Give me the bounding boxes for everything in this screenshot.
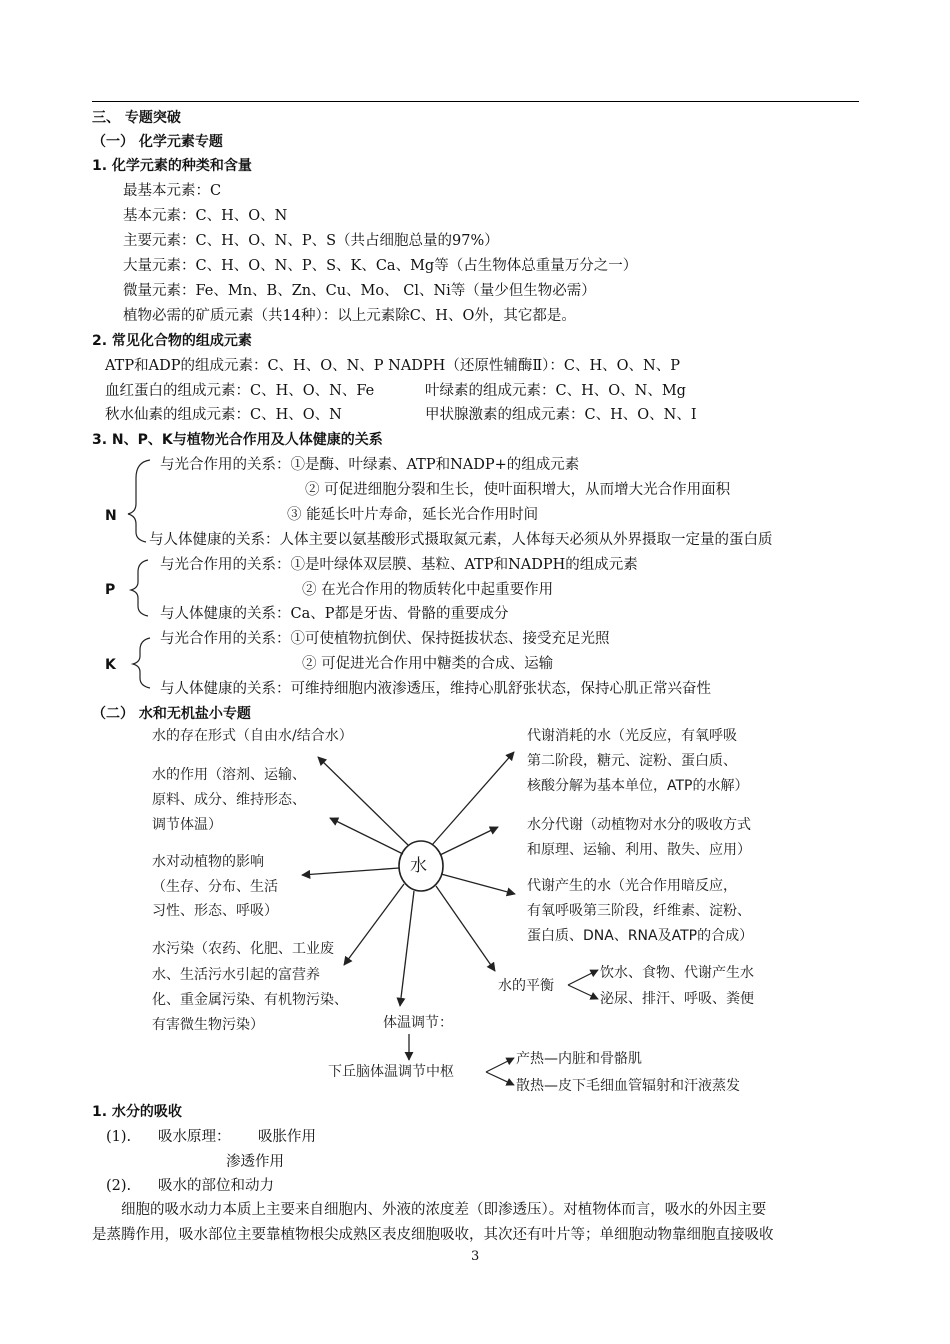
line-micro: 微量元素：Fe、Mn、B、Zn、Cu、Mo、 Cl、Ni等（量少但生物必需）	[123, 283, 596, 299]
node-balance-out: 泌尿、排汗、呼吸、粪便	[600, 991, 754, 1007]
node-consume-3: 核酸分解为基本单位，ATP的水解）	[527, 778, 749, 794]
page-number: 3	[471, 1249, 480, 1264]
line-major: 主要元素：C、H、O、N、P、S（共占细胞总量的97%）	[123, 233, 499, 249]
paragraph-line-1: 细胞的吸水动力本质上主要来自细胞内、外液的浓度差（即渗透压）。对植物体而言，吸水的外因主要	[121, 1202, 767, 1218]
item-1-osmosis: 渗透作用	[226, 1154, 284, 1170]
heading-npk: 3. N、P、K与植物光合作用及人体健康的关系	[92, 432, 383, 448]
node-consume-2: 第二阶段，糖元、淀粉、蛋白质、	[527, 753, 737, 769]
n-photosynthesis-1: 与光合作用的关系：①是酶、叶绿素、ATP和NADP+的组成元素	[160, 457, 580, 473]
paragraph-line-2: 是蒸腾作用，吸水部位主要靠植物根尖成熟区表皮细胞吸收，其次还有叶片等；单细胞动物靠细胞直接吸收	[92, 1227, 774, 1243]
n-photosynthesis-2: ② 可促进细胞分裂和生长，使叶面积增大，从而增大光合作用面积	[305, 482, 731, 498]
node-produce-2: 有氧呼吸第三阶段，纤维素、淀粉、	[527, 903, 751, 919]
row-colchicine: 秋水仙素的组成元素：C、H、O、N	[105, 407, 342, 423]
node-hypothalamus: 下丘脑体温调节中枢	[328, 1064, 454, 1080]
heading-compounds: 2. 常见化合物的组成元素	[92, 333, 252, 349]
brace-p	[131, 560, 148, 616]
line-basic: 基本元素：C、H、O、N	[123, 208, 288, 224]
item-2-number: (2).	[106, 1178, 132, 1194]
node-metabolism-2: 和原理、运输、利用、散失、应用）	[527, 842, 751, 858]
row-chlorophyll: 叶绿素的组成元素：C、H、O、N、Mg	[425, 383, 686, 399]
k-photosynthesis-1: 与光合作用的关系：①可使植物抗倒伏、保持挺拔状态、接受充足光照	[160, 631, 610, 647]
node-metabolism-1: 水分代谢（动植物对水分的吸收方式	[527, 817, 751, 833]
label-n: N	[105, 508, 117, 524]
line-most-basic: 最基本元素：C	[123, 183, 222, 199]
node-pollution-2: 水、生活污水引起的富营养	[152, 967, 320, 983]
node-pollution-1: 水污染（农药、化肥、工业废	[152, 941, 334, 957]
brace-n	[128, 460, 150, 542]
line-mineral: 植物必需的矿质元素（共14种）：以上元素除C、H、O外，其它都是。	[123, 308, 576, 324]
label-k: K	[105, 657, 116, 673]
node-role-1: 水的作用（溶剂、运输、	[152, 767, 306, 783]
node-role-2: 原料、成分、维持形态、	[152, 792, 306, 808]
node-pollution-4: 有害微生物污染）	[152, 1017, 264, 1033]
p-health: 与人体健康的关系：Ca、P都是牙齿、骨骼的重要成分	[160, 606, 509, 622]
item-1-number: (1).	[106, 1129, 132, 1145]
node-temperature: 体温调节：	[383, 1015, 453, 1031]
node-produce-3: 蛋白质、DNA、RNA及ATP的合成）	[527, 928, 754, 944]
node-balance-in: 饮水、食物、代谢产生水	[600, 965, 754, 981]
p-photosynthesis-1: 与光合作用的关系：①是叶绿体双层膜、基粒、ATP和NADPH的组成元素	[160, 557, 638, 573]
node-heat-production: 产热—内脏和骨骼肌	[516, 1051, 642, 1067]
node-consume-1: 代谢消耗的水（光反应，有氧呼吸	[527, 728, 737, 744]
row-thyroxine: 甲状腺激素的组成元素：C、H、O、N、I	[425, 407, 697, 423]
heading-water-absorption: 1. 水分的吸收	[92, 1104, 182, 1120]
node-effect-1: 水对动植物的影响	[152, 854, 264, 870]
k-health: 与人体健康的关系：可维持细胞内液渗透压，维持心肌舒张状态，保持心肌正常兴奋性	[160, 681, 711, 697]
node-effect-3: 习性、形态、呼吸）	[152, 903, 278, 919]
heading-element-types: 1. 化学元素的种类和含量	[92, 158, 252, 174]
row-hemoglobin: 血红蛋白的组成元素：C、H、O、N、Fe	[105, 383, 375, 399]
brace-k	[133, 638, 150, 688]
k-photosynthesis-2: ② 可促进光合作用中糖类的合成、运输	[302, 656, 554, 672]
node-role-3: 调节体温）	[152, 817, 222, 833]
water-center-label: 水	[410, 856, 427, 876]
subsection-title-elements: （一） 化学元素专题	[92, 134, 223, 150]
node-balance: 水的平衡	[498, 978, 554, 994]
line-macro: 大量元素：C、H、O、N、P、S、K、Ca、Mg等（占生物体总重量万分之一）	[123, 258, 638, 274]
node-produce-1: 代谢产生的水（光合作用暗反应，	[527, 878, 737, 894]
n-health: 与人体健康的关系：人体主要以氨基酸形式摄取氮元素，人体每天必须从外界摄取一定量的蛋白质	[149, 532, 773, 548]
item-2-label: 吸水的部位和动力	[158, 1178, 274, 1194]
subsection-title-water: （二） 水和无机盐小专题	[92, 706, 251, 722]
node-pollution-3: 化、重金属污染、有机物污染、	[152, 992, 348, 1008]
node-existence: 水的存在形式（自由水/结合水）	[152, 728, 353, 744]
item-1-imbibition: 吸胀作用	[258, 1129, 316, 1145]
label-p: P	[105, 582, 116, 598]
n-photosynthesis-3: ③ 能延长叶片寿命，延长光合作用时间	[287, 507, 539, 523]
p-photosynthesis-2: ② 在光合作用的物质转化中起重要作用	[302, 582, 554, 598]
node-effect-2: （生存、分布、生活	[152, 879, 278, 895]
section-title: 三、 专题突破	[92, 110, 181, 126]
item-1-label: 吸水原理：	[158, 1129, 231, 1145]
node-heat-loss: 散热—皮下毛细血管辐射和汗液蒸发	[516, 1078, 740, 1094]
row-atp: ATP和ADP的组成元素：C、H、O、N、P NADPH（还原性辅酶Ⅱ）：C、H、O、N、P	[105, 358, 680, 374]
